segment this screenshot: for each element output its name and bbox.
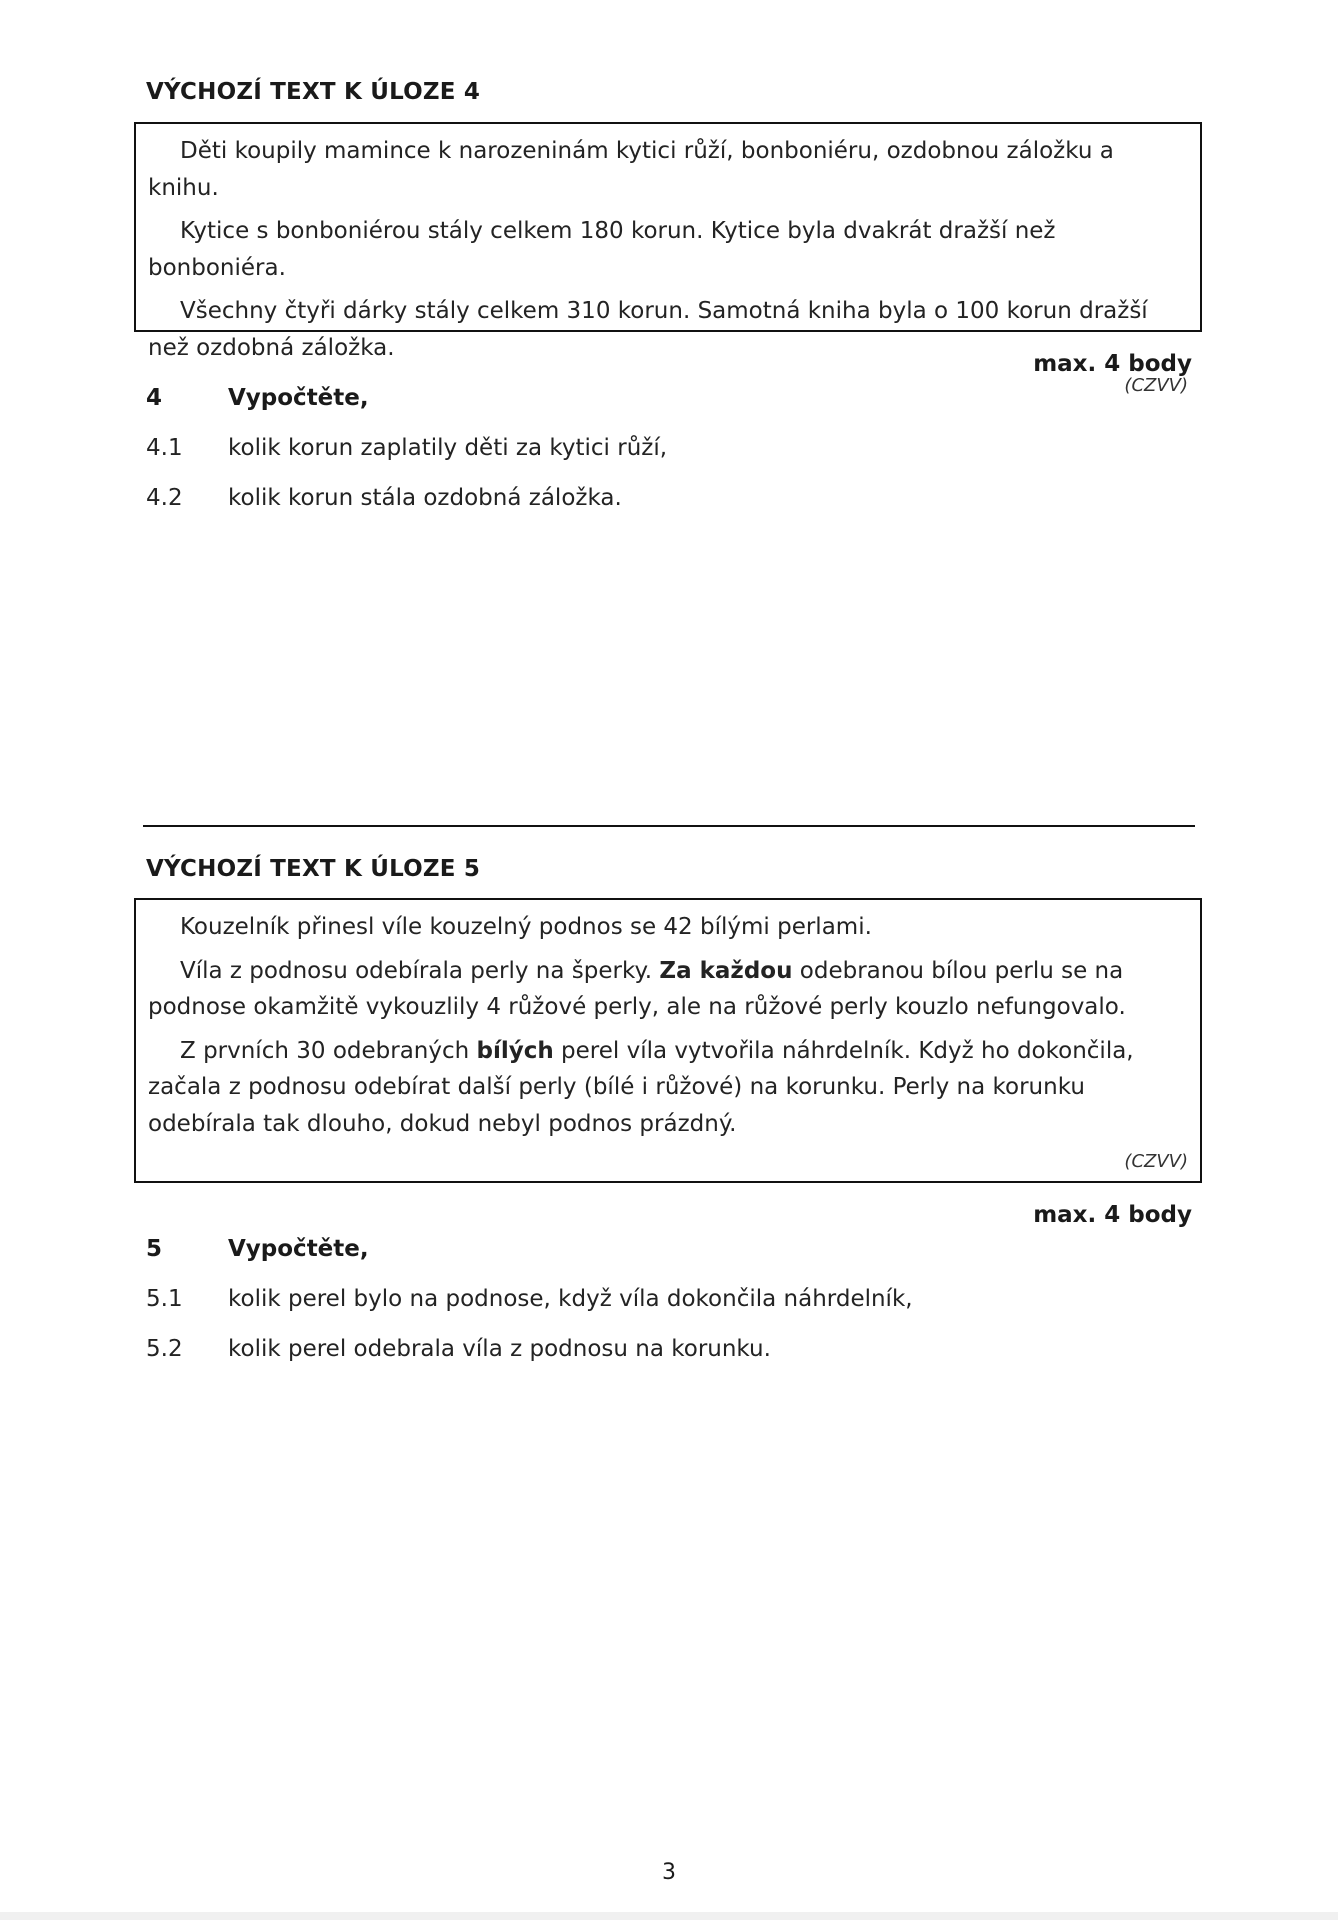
- task-4-1-number: 4.1: [146, 435, 183, 461]
- section-5-source: (CZVV): [1124, 1151, 1188, 1172]
- task-5-number: 5: [146, 1236, 163, 1262]
- section-5-max-points: max. 4 body: [1033, 1202, 1192, 1228]
- section-4-paragraph: Všechny čtyři dárky stály celkem 310 korun. Samotná kniha byla o 100 korun dražší než ozdobná záložka.: [148, 298, 1148, 361]
- section-divider: [143, 825, 1195, 827]
- task-5-title: Vypočtěte,: [228, 1236, 369, 1262]
- page-number: 3: [662, 1860, 676, 1885]
- section-4-source: (CZVV): [1124, 375, 1188, 396]
- task-5-1-text: kolik perel bylo na podnose, když víla dokončila náhrdelník,: [228, 1286, 913, 1312]
- task-4-2-text: kolik korun stála ozdobná záložka.: [228, 485, 622, 511]
- section-5-paragraph: Z prvních 30 odebraných bílých perel víla vytvořila náhrdelník. Když ho dokončila, začala z podnosu odebírat další perly (bílé i růžové) na korunku. Perly na korunku odebírala tak dlouho, dokud nebyl podnos prázdný.: [148, 1037, 1134, 1137]
- task-4-2-number: 4.2: [146, 485, 183, 511]
- task-5-2-number: 5.2: [146, 1336, 183, 1362]
- section-4-max-points: max. 4 body: [1033, 351, 1192, 377]
- task-4-1-text: kolik korun zaplatily děti za kytici růží,: [228, 435, 668, 461]
- section-5-paragraph: Víla z podnosu odebírala perly na šperky. Za každou odebranou bílou perlu se na podnose okamžitě vykouzlily 4 růžové perly, ale na růžové perly kouzlo nefungovalo.: [148, 957, 1126, 1020]
- section-5-text-box: [134, 898, 1202, 1183]
- section-4-heading: VÝCHOZÍ TEXT K ÚLOZE 4: [146, 79, 481, 105]
- section-4-paragraph: Kytice s bonboniérou stály celkem 180 korun. Kytice byla dvakrát dražší než bonboniéra.: [148, 218, 1056, 281]
- emphasis-text: bílých: [476, 1037, 554, 1064]
- task-4-number: 4: [146, 385, 163, 411]
- task-5-2-text: kolik perel odebrala víla z podnosu na korunku.: [228, 1336, 771, 1362]
- section-5-paragraph: Kouzelník přinesl víle kouzelný podnos se 42 bílými perlami.: [180, 914, 872, 940]
- section-4-paragraph: Děti koupily mamince k narozeninám kytici růží, bonboniéru, ozdobnou záložku a knihu.: [148, 138, 1114, 201]
- page-bottom-edge: [0, 1912, 1338, 1920]
- task-5-1-number: 5.1: [146, 1286, 183, 1312]
- emphasis-text: Za každou: [659, 957, 793, 984]
- task-4-title: Vypočtěte,: [228, 385, 369, 411]
- section-5-heading: VÝCHOZÍ TEXT K ÚLOZE 5: [146, 856, 481, 882]
